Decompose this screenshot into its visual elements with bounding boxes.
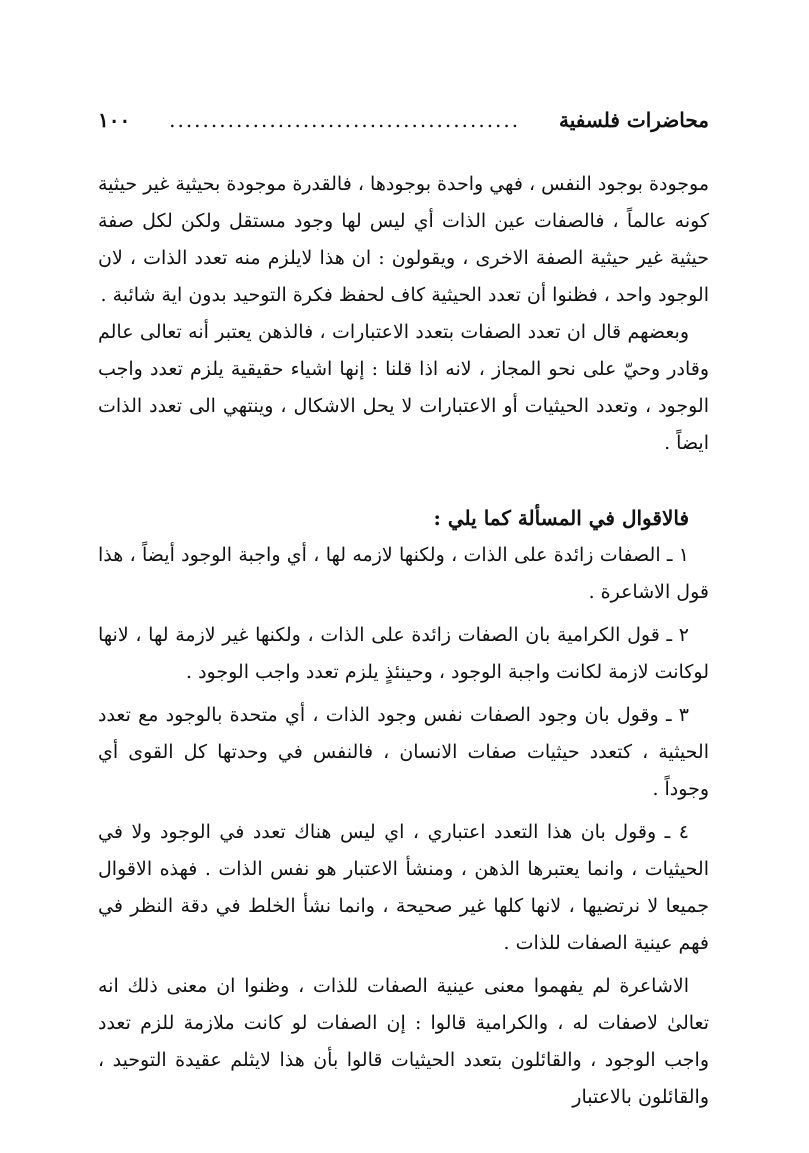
running-header xyxy=(98,108,709,144)
closing-paragraph: الاشاعرة لم يفهموا معنى عينية الصفات للذات ، وظنوا ان معنى ذلك انه تعالىٰ لاصفات له ، والكرامية قالوا : إن الصفات لو كانت ملازمة للزم تعدد واجب الوجود ، والقائلون بتعدد الحيثيات قالوا بأن هذا لايثلم عقيدة التوحيد ، والقائلون بالاعتبار xyxy=(98,975,709,1108)
page-number: ١٠٠ xyxy=(98,108,131,132)
list-item-1: ١ ـ الصفات زائدة على الذات ، ولكنها لازمه لها ، أي واجبة الوجود أيضاً ، هذا قول الاشاعرة . xyxy=(98,544,709,603)
page-body xyxy=(98,166,709,1116)
list-item-4: ٤ ـ وقول بان هذا التعدد اعتباري ، اي ليس هناك تعدد في الوجود ولا في الحيثيات ، وانما يعتبرها الذهن ، ومنشأ الاعتبار هو نفس الذات . فهذه الاقوال جميعا لا نرتضيها ، لانها كلها غير صحيحة ، وانما نشأ الخلط في دقة النظر في فهم عينية الصفات للذات . xyxy=(98,821,709,954)
leader-dots: .......................................... xyxy=(169,108,521,132)
section-heading: فالاقوال في المسألة كما يلي : xyxy=(433,506,689,530)
paragraph-continued: موجودة بوجود النفس ، فهي واحدة بوجودها ، فالقدرة موجودة بحيثية غير حيثية كونه عالماً ، فالصفات عين الذات أي ليس لها وجود مستقل ولكن لكل صفة حيثية غير حيثية الصفة الاخرى ، ويقولون : ان هذا لايلزم منه تعدد الذات ، لان الوجود واحد ، فظنوا أن تعدد الحيثية كاف لحفظ فكرة التوحيد بدون اية شائبة . xyxy=(98,173,709,306)
list-item-2: ٢ ـ قول الكرامية بان الصفات زائدة على الذات ، ولكنها غير لازمة لها ، لانها لوكانت لازمة لكانت واجبة الوجود ، وحينئذٍ يلزم تعدد واجب الوجود . xyxy=(98,624,709,683)
list-item-3: ٣ ـ وقول بان وجود الصفات نفس وجود الذات ، أي متحدة بالوجود مع تعدد الحيثية ، كتعدد حيثيات صفات الانسان ، فالنفس في وحدتها كل القوى أي وجوداً . xyxy=(98,704,709,800)
paragraph: وبعضهم قال ان تعدد الصفات بتعدد الاعتبارات ، فالذهن يعتبر أنه تعالى عالم وقادر وحيّ على نحو المجاز ، لانه اذا قلنا : إنها اشياء حقيقية يلزم تعدد واجب الوجود ، وتعدد الحيثيات أو الاعتبارات لا يحل الاشكال ، وينتهي الى تعدد الذات ايضاً . xyxy=(98,321,709,454)
section-spacer xyxy=(98,462,709,500)
book-page xyxy=(98,108,709,1116)
book-title: محاضرات فلسفية xyxy=(559,108,709,132)
